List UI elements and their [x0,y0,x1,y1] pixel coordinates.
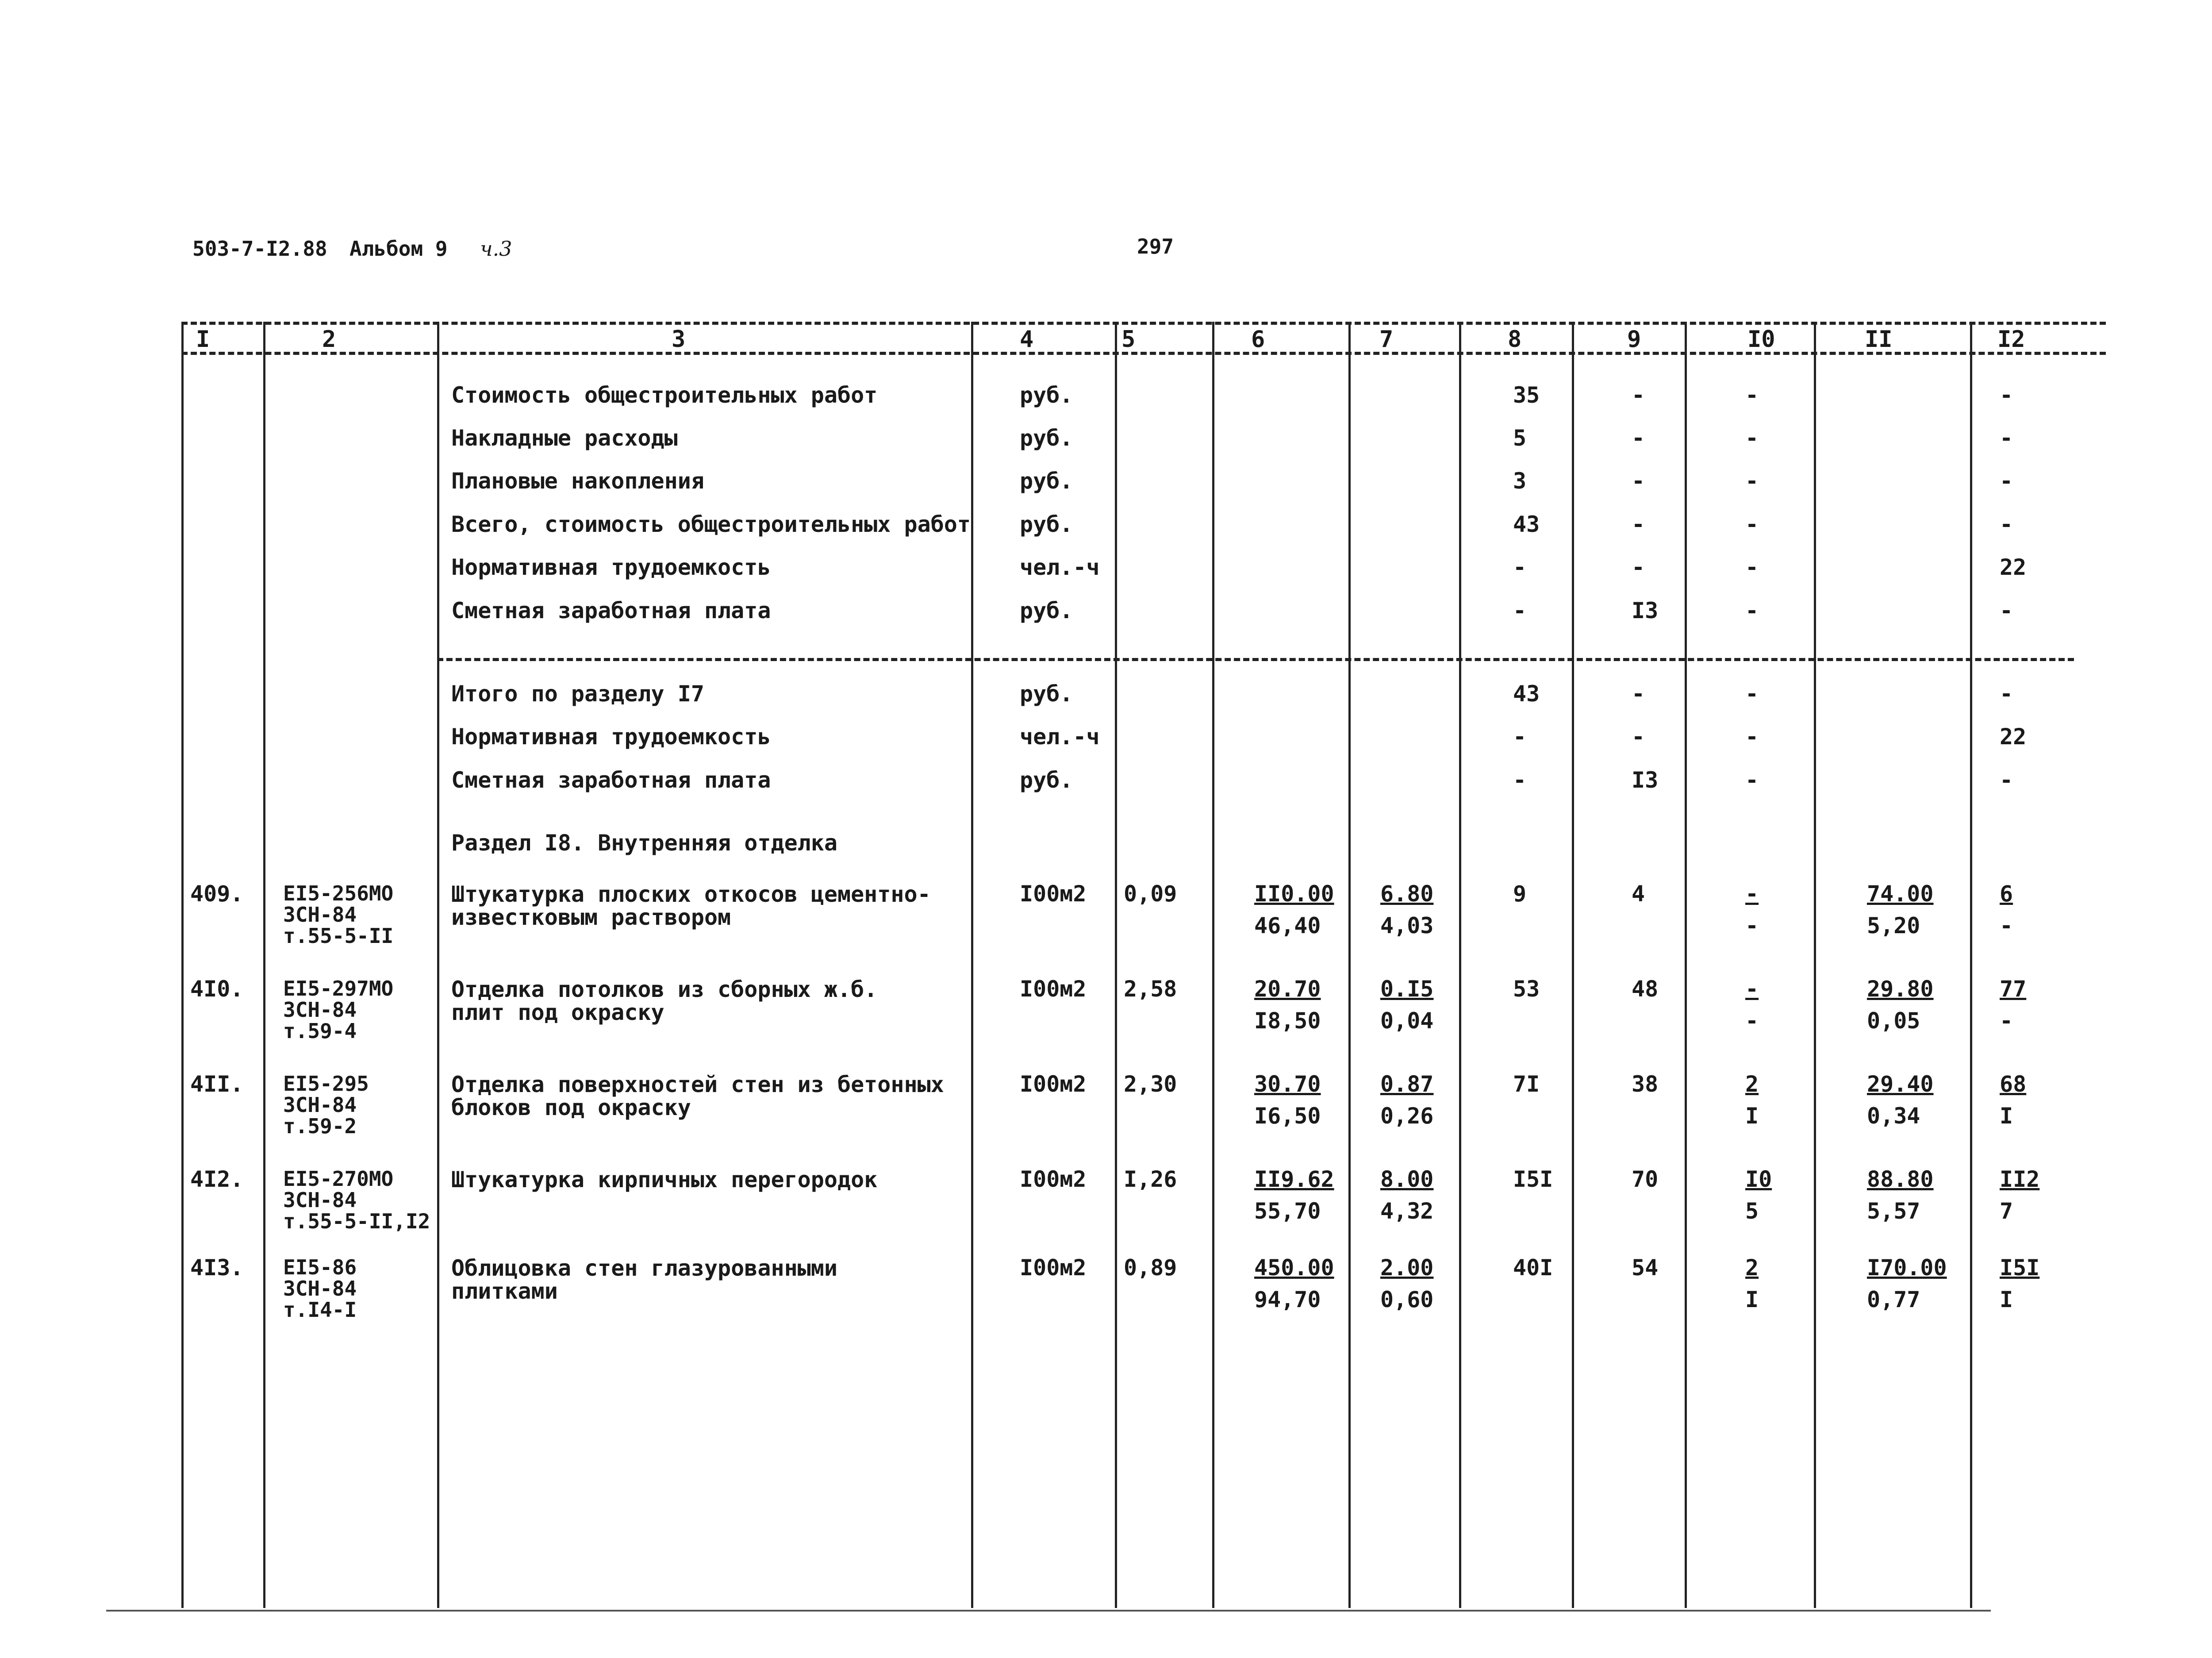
item-col8: 7I [1513,1071,1540,1097]
item-c11-top: 88.80 [1867,1166,1934,1192]
column-rule [1115,322,1117,1608]
total-row-unit: руб. [1020,767,1073,793]
item-col9: 4 [1632,881,1645,907]
album-label: Альбом 9 [349,237,448,261]
column-rule [263,322,265,1608]
item-name: Штукатурка кирпичных перегородок [451,1167,878,1193]
item-quantity: I,26 [1124,1166,1177,1192]
summary-row-unit: руб. [1020,425,1073,451]
item-col8: 9 [1513,881,1527,907]
item-name: Облицовка стен глазурованными плитками [451,1255,837,1304]
summary-row-col8: - [1513,598,1527,623]
summary-row-name: Плановые накопления [451,468,704,494]
item-col8: 40I [1513,1255,1553,1281]
item-col8: I5I [1513,1166,1553,1192]
item-quantity: 2,58 [1124,976,1177,1002]
item-unit: I00м2 [1020,1071,1087,1097]
summary-row-col8: 3 [1513,468,1527,494]
item-c12-top: 6 [2000,881,2013,907]
summary-row-col10: - [1745,554,1759,580]
summary-row-name: Стоимость общестроительных работ [451,382,878,408]
separator-rule [437,658,2074,661]
summary-row-col9: I3 [1632,598,1659,623]
item-c7-top: 0.I5 [1380,976,1434,1002]
item-c12-top: I5I [2000,1255,2040,1281]
item-unit: I00м2 [1020,881,1087,907]
total-row-unit: чел.-ч [1020,724,1100,750]
item-c12-top: II2 [2000,1166,2040,1192]
column-rule [1685,322,1687,1608]
summary-row-unit: чел.-ч [1020,554,1100,580]
total-row-col12: - [2000,681,2013,707]
column-rule [971,322,973,1608]
column-rule [437,322,439,1608]
item-c6-bottom: I8,50 [1254,1008,1321,1034]
item-c10-bottom: I [1745,1287,1759,1312]
item-number: 4I3. [190,1255,244,1281]
total-row-col12: - [2000,767,2013,793]
column-number: II [1865,326,1893,353]
item-c12-bottom: I [2000,1103,2013,1129]
item-c6-top: 30.70 [1254,1071,1321,1097]
page-number: 297 [1137,235,1174,258]
summary-row-col12: - [2000,512,2013,537]
summary-row-col12: - [2000,468,2013,494]
item-c11-bottom: 0,05 [1867,1008,1920,1034]
item-c12-bottom: I [2000,1287,2013,1312]
total-row-col9: I3 [1632,767,1659,793]
summary-row-col8: - [1513,554,1527,580]
item-c12-bottom: - [2000,913,2013,939]
total-row-name: Итого по разделу I7 [451,681,704,707]
item-quantity: 0,89 [1124,1255,1177,1281]
column-number: I2 [1997,326,2025,353]
summary-row-col9: - [1632,554,1645,580]
item-c10-top: 2 [1745,1255,1759,1281]
column-number: 8 [1508,326,1522,353]
item-unit: I00м2 [1020,976,1087,1002]
summary-row-col9: - [1632,512,1645,537]
summary-row-col10: - [1745,598,1759,623]
item-c10-top: 2 [1745,1071,1759,1097]
item-c6-top: II0.00 [1254,881,1334,907]
summary-row-unit: руб. [1020,512,1073,537]
item-c11-top: 29.80 [1867,976,1934,1002]
item-code: ЕI5-297МО ЗСН-84 т.59-4 [283,977,394,1043]
summary-row-name: Всего, стоимость общестроительных работ [451,512,971,537]
item-unit: I00м2 [1020,1255,1087,1281]
item-name: Отделка потолков из сборных ж.б. плит под окраску [451,977,878,1025]
item-code: ЕI5-295 ЗСН-84 т.59-2 [283,1072,369,1138]
column-number: I [196,326,210,353]
column-rule [1459,322,1461,1608]
column-rule [181,322,184,1608]
item-quantity: 0,09 [1124,881,1177,907]
column-number: 3 [672,326,686,353]
item-code: ЕI5-86 ЗСН-84 т.I4-I [283,1255,357,1322]
summary-row-col12: - [2000,598,2013,623]
item-number: 4I0. [190,976,244,1002]
total-row-col12: 22 [2000,724,2027,750]
item-c12-top: 77 [2000,976,2027,1002]
item-number: 4I2. [190,1166,244,1192]
item-name: Отделка поверхностей стен из бетонных блоков под окраску [451,1072,944,1120]
item-c7-top: 0.87 [1380,1071,1434,1097]
column-number: 4 [1020,326,1034,353]
total-row-col10: - [1745,767,1759,793]
summary-row-col10: - [1745,468,1759,494]
item-c7-top: 8.00 [1380,1166,1434,1192]
item-c10-top: I0 [1745,1166,1772,1192]
summary-row-col12: - [2000,382,2013,408]
column-number: I0 [1747,326,1775,353]
item-number: 4II. [190,1071,244,1097]
item-c6-top: 20.70 [1254,976,1321,1002]
item-c7-bottom: 4,03 [1380,913,1434,939]
item-c6-bottom: I6,50 [1254,1103,1321,1129]
item-name: Штукатурка плоских откосов цементно- известковым раствором [451,881,931,930]
column-number: 7 [1379,326,1394,353]
item-c11-bottom: 0,34 [1867,1103,1920,1129]
section-title: Раздел I8. Внутренняя отделка [451,830,837,856]
item-col8: 53 [1513,976,1540,1002]
item-code: ЕI5-256МО ЗСН-84 т.55-5-II [283,881,394,948]
item-col9: 54 [1632,1255,1659,1281]
total-row-col10: - [1745,724,1759,750]
summary-row-col12: - [2000,425,2013,451]
summary-row-col8: 35 [1513,382,1540,408]
item-c7-top: 2.00 [1380,1255,1434,1281]
item-c6-bottom: 55,70 [1254,1198,1321,1224]
item-c11-top: 74.00 [1867,881,1934,907]
summary-row-col10: - [1745,425,1759,451]
column-rule [1348,322,1351,1608]
summary-row-col10: - [1745,512,1759,537]
document-code: 503-7-I2.88 [192,237,327,261]
summary-row-col9: - [1632,468,1645,494]
column-rule [1970,322,1972,1608]
item-c11-top: 29.40 [1867,1071,1934,1097]
header-rule-bottom [181,352,2106,355]
bottom-rule [106,1610,1991,1612]
column-rule [1212,322,1214,1608]
item-col9: 48 [1632,976,1659,1002]
item-c11-bottom: 5,20 [1867,913,1920,939]
item-quantity: 2,30 [1124,1071,1177,1097]
item-c10-bottom: I [1745,1103,1759,1129]
item-c11-bottom: 0,77 [1867,1287,1920,1312]
total-row-name: Нормативная трудоемкость [451,724,771,750]
item-c7-bottom: 0,60 [1380,1287,1434,1312]
summary-row-col8: 43 [1513,512,1540,537]
total-row-col8: - [1513,767,1527,793]
item-c6-top: 450.00 [1254,1255,1334,1281]
item-c6-bottom: 94,70 [1254,1287,1321,1312]
summary-row-col8: 5 [1513,425,1527,451]
item-c10-bottom: 5 [1745,1198,1759,1224]
item-c10-bottom: - [1745,913,1759,939]
item-unit: I00м2 [1020,1166,1087,1192]
header-rule-top [181,322,2106,325]
summary-row-col12: 22 [2000,554,2027,580]
item-c12-bottom: - [2000,1008,2013,1034]
column-number: 2 [322,326,336,353]
total-row-col8: 43 [1513,681,1540,707]
item-code: ЕI5-270МО ЗСН-84 т.55-5-II,I2 [283,1167,430,1233]
item-number: 409. [190,881,244,907]
item-c10-top: - [1745,976,1759,1002]
summary-row-col10: - [1745,382,1759,408]
summary-row-unit: руб. [1020,598,1073,623]
column-rule [1814,322,1816,1608]
item-c7-bottom: 0,26 [1380,1103,1434,1129]
summary-row-col9: - [1632,425,1645,451]
item-col9: 70 [1632,1166,1659,1192]
total-row-unit: руб. [1020,681,1073,707]
item-c10-bottom: - [1745,1008,1759,1034]
item-c11-bottom: 5,57 [1867,1198,1920,1224]
item-c10-top: - [1745,881,1759,907]
item-c6-bottom: 46,40 [1254,913,1321,939]
summary-row-name: Сметная заработная плата [451,598,771,623]
total-row-col8: - [1513,724,1527,750]
summary-row-unit: руб. [1020,468,1073,494]
item-c6-top: II9.62 [1254,1166,1334,1192]
total-row-col9: - [1632,681,1645,707]
summary-row-unit: руб. [1020,382,1073,408]
total-row-name: Сметная заработная плата [451,767,771,793]
item-c7-bottom: 0,04 [1380,1008,1434,1034]
total-row-col9: - [1632,724,1645,750]
item-c7-top: 6.80 [1380,881,1434,907]
column-number: 6 [1251,326,1265,353]
column-number: 9 [1627,326,1641,353]
album-part-note: ч.3 [480,237,512,261]
item-c12-bottom: 7 [2000,1198,2013,1224]
column-rule [1572,322,1574,1608]
column-number: 5 [1121,326,1136,353]
summary-row-name: Накладные расходы [451,425,678,451]
summary-row-name: Нормативная трудоемкость [451,554,771,580]
total-row-col10: - [1745,681,1759,707]
item-col9: 38 [1632,1071,1659,1097]
summary-row-col9: - [1632,382,1645,408]
item-c12-top: 68 [2000,1071,2027,1097]
item-c11-top: I70.00 [1867,1255,1947,1281]
item-c7-bottom: 4,32 [1380,1198,1434,1224]
